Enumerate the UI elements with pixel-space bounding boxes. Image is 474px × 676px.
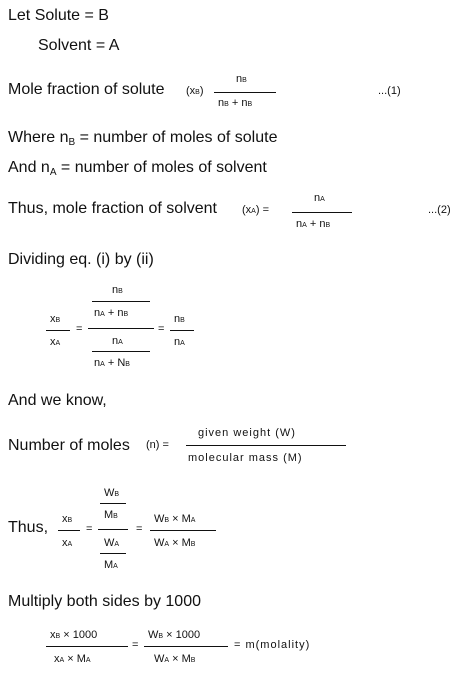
and-line: And $n_A$ = number of moles of solvent bbox=[8, 159, 267, 178]
thus-line: Thus, bbox=[8, 519, 49, 536]
eq1-fraction-bar bbox=[214, 92, 276, 93]
eq1-denominator: nB + nB bbox=[218, 97, 253, 109]
eq4-numerator: given weight (W) bbox=[198, 427, 296, 439]
eq6-lhs-num: xB × 1000 bbox=[50, 629, 98, 641]
eq6-rhs-num: WB × 1000 bbox=[148, 629, 201, 641]
eq5-bot-den: MA bbox=[104, 559, 118, 571]
eq5-rhs-num: WB × MA bbox=[154, 513, 196, 525]
eq3-rhs-bar bbox=[170, 330, 194, 331]
eq5-main-bar bbox=[98, 529, 128, 530]
eq1-lhs: (xB) bbox=[186, 85, 204, 97]
eq2-denominator: nA + nB bbox=[296, 218, 331, 230]
eq5-equals: = bbox=[86, 523, 93, 535]
eq3-bot-num: nA bbox=[112, 335, 123, 347]
eq5-lhs-den: xA bbox=[62, 537, 73, 549]
eq5-top-bar bbox=[100, 503, 126, 504]
eq6-rhs-bar bbox=[144, 646, 228, 647]
eq5-lhs-bar bbox=[58, 530, 80, 531]
eq3-main-bar bbox=[88, 328, 154, 329]
let-solute-line: Let Solute = B bbox=[8, 7, 109, 24]
eq5-top-den: MB bbox=[104, 509, 118, 521]
eq6-rhs-den: WA × MB bbox=[154, 653, 196, 665]
eq3-top-bar bbox=[92, 301, 150, 302]
eq2-tag: ...(2) bbox=[428, 204, 451, 216]
eq2-lhs: (xA) = bbox=[242, 204, 269, 216]
eq5-rhs-den: WA × MB bbox=[154, 537, 196, 549]
eq6-result: = m(molality) bbox=[234, 639, 311, 651]
eq6-lhs-den: xA × MA bbox=[54, 653, 91, 665]
eq1-numerator: nB bbox=[236, 73, 247, 85]
eq5-rhs-bar bbox=[150, 530, 216, 531]
multiply-line: Multiply both sides by 1000 bbox=[8, 593, 201, 610]
eq2-numerator: nA bbox=[314, 192, 325, 204]
solvent-line: Solvent = A bbox=[38, 37, 120, 54]
eq1-tag: ...(1) bbox=[378, 85, 401, 97]
dividing-line: Dividing eq. (i) by (ii) bbox=[8, 251, 154, 268]
eq3-rhs-num: nB bbox=[174, 313, 185, 325]
and-we-know-line: And we know, bbox=[8, 392, 107, 409]
eq3-bot-bar bbox=[92, 351, 150, 352]
eq3-equals: = bbox=[76, 323, 83, 335]
where-line: Where $n_B$ = number of moles of solute bbox=[8, 129, 278, 148]
eq3-lhs-den: xA bbox=[50, 336, 61, 348]
eq2-fraction-bar bbox=[292, 212, 352, 213]
eq5-bot-bar bbox=[100, 553, 126, 554]
eq5-bot-num: WA bbox=[104, 537, 120, 549]
eq5-equals-2: = bbox=[136, 523, 143, 535]
eq3-top-num: nB bbox=[112, 284, 123, 296]
eq5-top-num: WB bbox=[104, 487, 120, 499]
thus-mole-fraction-solvent-label: Thus, mole fraction of solvent bbox=[8, 200, 217, 217]
eq6-lhs-bar bbox=[46, 646, 128, 647]
eq5-lhs-num: xB bbox=[62, 513, 73, 525]
eq4-lhs: (n) = bbox=[146, 439, 169, 451]
eq3-lhs-bar bbox=[46, 330, 70, 331]
eq4-fraction-bar bbox=[186, 445, 346, 446]
eq3-lhs-num: xB bbox=[50, 313, 61, 325]
eq3-top-den: nA + nB bbox=[94, 307, 129, 319]
eq3-equals-2: = bbox=[158, 323, 165, 335]
eq3-bot-den: nA + NB bbox=[94, 357, 130, 369]
eq6-equals: = bbox=[132, 639, 139, 651]
eq3-rhs-den: nA bbox=[174, 336, 185, 348]
number-of-moles-label: Number of moles bbox=[8, 437, 130, 454]
mole-fraction-solute-label: Mole fraction of solute bbox=[8, 81, 165, 98]
eq4-denominator: molecular mass (M) bbox=[188, 452, 303, 464]
